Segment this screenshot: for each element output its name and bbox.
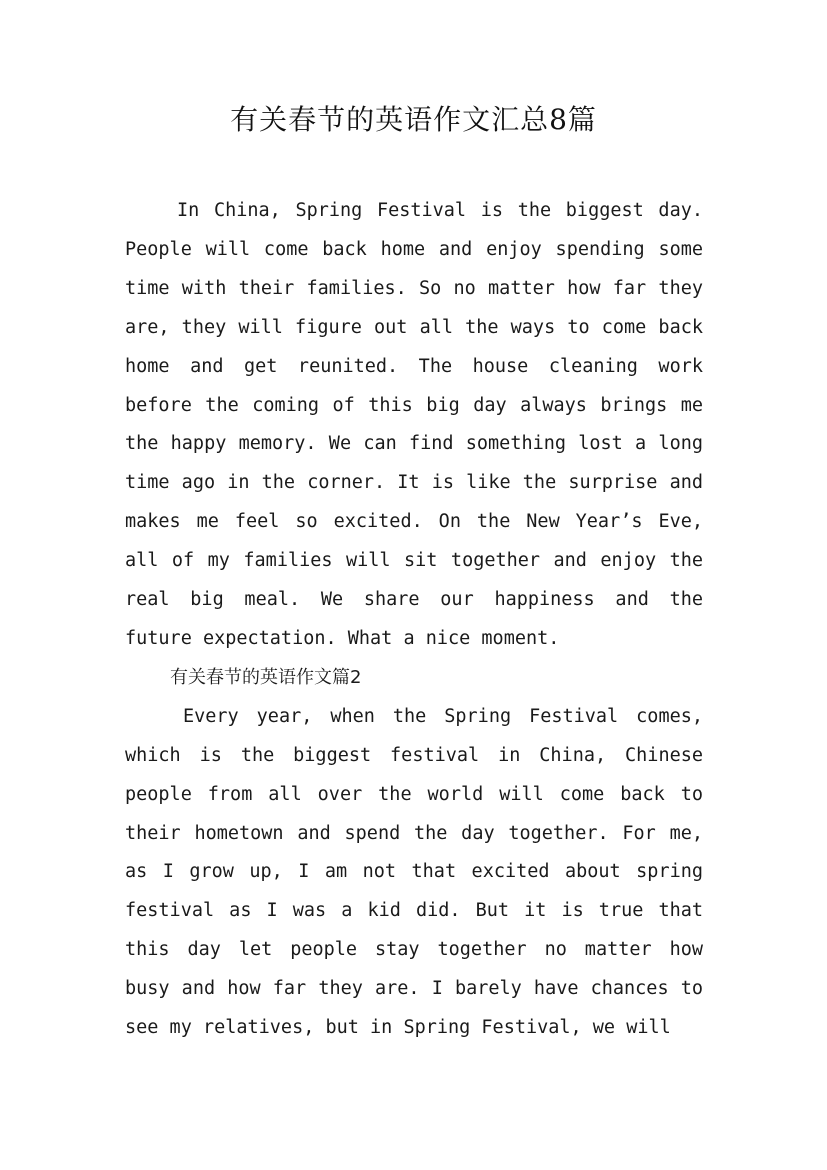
document-title: 有关春节的英语作文汇总8篇 (230, 103, 597, 136)
essay-paragraph-2: Every year, when the Spring Festival comes, which is the biggest festival in China, Chinese people from all over the world will come back to their hometown and spend the day together. For me, as I grow up, I am not that excited about spring festival as I was a kid did. But it is true that this day let people stay together no matter how busy and how far they are. I barely have chances to see my relatives, but in Spring Festival, we will (125, 705, 703, 1039)
essay-paragraph-1: In China, Spring Festival is the biggest day. People will come back home and enjoy spending some time with their families. So no matter how far they are, they will figure out all the ways to come back home and get reunited. The house cleaning work before the coming of this big day always brings me the happy memory. We can find something lost a long time ago in the corner. It is like the surprise and makes me feel so excited. On the New Year’s Eve, all of my families will sit together and enjoy the real big meal. We share our happiness and the future expectation. What a nice moment. (125, 200, 703, 649)
document-body (125, 192, 703, 1048)
essay-section-heading: 有关春节的英语作文篇2 (170, 666, 362, 688)
